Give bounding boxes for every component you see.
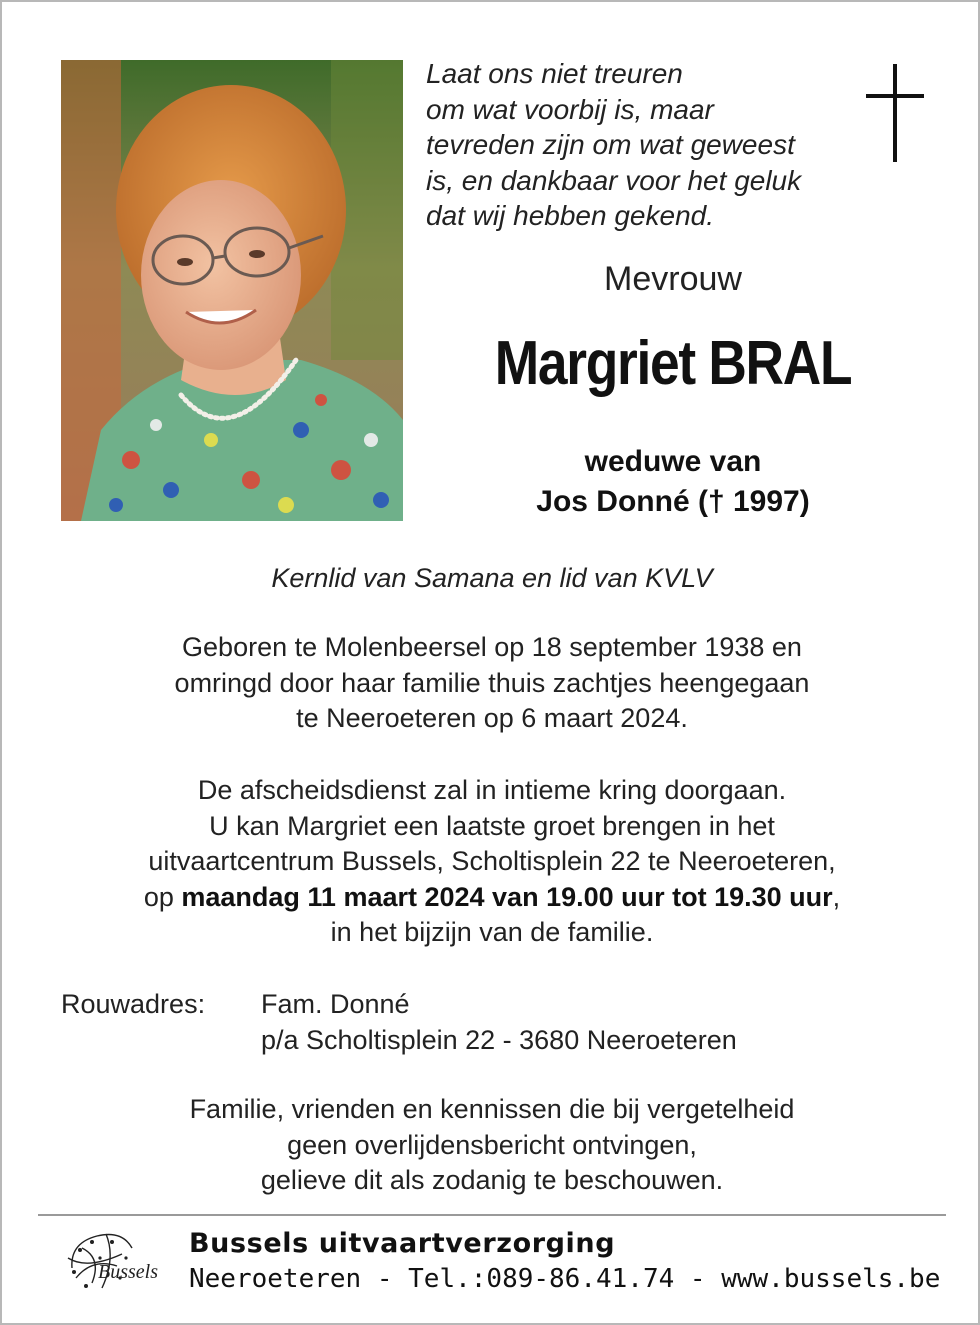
footer-divider bbox=[38, 1214, 946, 1216]
visitation-datetime: maandag 11 maart 2024 van 19.00 uur tot 19.30 uur bbox=[181, 881, 833, 912]
paragraph-line: U kan Margriet een laatste groet brengen in het bbox=[209, 810, 775, 841]
paragraph-line: omringd door haar familie thuis zachtjes heengegaan bbox=[174, 667, 810, 698]
poem-line: dat wij hebben gekend. bbox=[426, 200, 714, 231]
address-label: Rouwadres: bbox=[61, 989, 206, 1019]
paragraph-line: gelieve dit als zodanig te beschouwen. bbox=[260, 1165, 724, 1195]
paragraph-line: in het bijzijn van de familie. bbox=[330, 917, 654, 947]
visitation-time-line bbox=[2, 880, 980, 916]
poem-line: tevreden zijn om wat geweest bbox=[426, 129, 795, 160]
spouse-line: Jos Donné († 1997) bbox=[536, 485, 810, 518]
address-line: Fam. Donné bbox=[261, 989, 410, 1019]
portrait-illustration bbox=[61, 60, 403, 521]
deceased-name: Margriet BRAL bbox=[494, 329, 852, 398]
poem-line: Laat ons niet treuren bbox=[426, 58, 683, 89]
honorific-title: Mevrouw bbox=[604, 260, 742, 298]
visitation-prefix: op bbox=[143, 881, 182, 912]
company-contact: Neeroeteren - Tel.:089-86.41.74 - www.bussels.be bbox=[189, 1264, 941, 1294]
paragraph-line: geen overlijdensbericht ontvingen, bbox=[287, 1129, 697, 1160]
notice-paragraph bbox=[2, 1092, 980, 1199]
membership-line: Kernlid van Samana en lid van KVLV bbox=[271, 563, 713, 593]
widow-info bbox=[443, 442, 903, 522]
paragraph-line: Familie, vrienden en kennissen die bij vergetelheid bbox=[189, 1094, 795, 1124]
paragraph-line: te Neeroeteren op 6 maart 2024. bbox=[296, 703, 688, 733]
bussels-logo-icon bbox=[62, 1228, 174, 1296]
service-paragraph bbox=[2, 773, 980, 951]
poem-line: om wat voorbij is, maar bbox=[426, 93, 714, 125]
paragraph-line: Geboren te Molenbeersel op 18 september 1938 en bbox=[182, 632, 802, 662]
portrait-photo bbox=[61, 60, 403, 521]
address-value bbox=[261, 986, 737, 1058]
logo-text: Bussels bbox=[98, 1261, 158, 1283]
memorial-poem bbox=[426, 56, 856, 234]
visitation-suffix: , bbox=[832, 881, 841, 912]
widow-line: weduwe van bbox=[584, 445, 762, 478]
company-name: Bussels uitvaartverzorging bbox=[189, 1228, 616, 1259]
cross-icon bbox=[866, 64, 924, 162]
address-line: p/a Scholtisplein 22 - 3680 Neeroeteren bbox=[261, 1025, 737, 1055]
paragraph-line: De afscheidsdienst zal in intieme kring doorgaan. bbox=[197, 775, 787, 805]
poem-line: is, en dankbaar voor het geluk bbox=[426, 164, 802, 196]
paragraph-line: uitvaartcentrum Bussels, Scholtisplein 22 te Neeroeteren, bbox=[148, 846, 836, 876]
birth-death-paragraph bbox=[2, 630, 980, 737]
